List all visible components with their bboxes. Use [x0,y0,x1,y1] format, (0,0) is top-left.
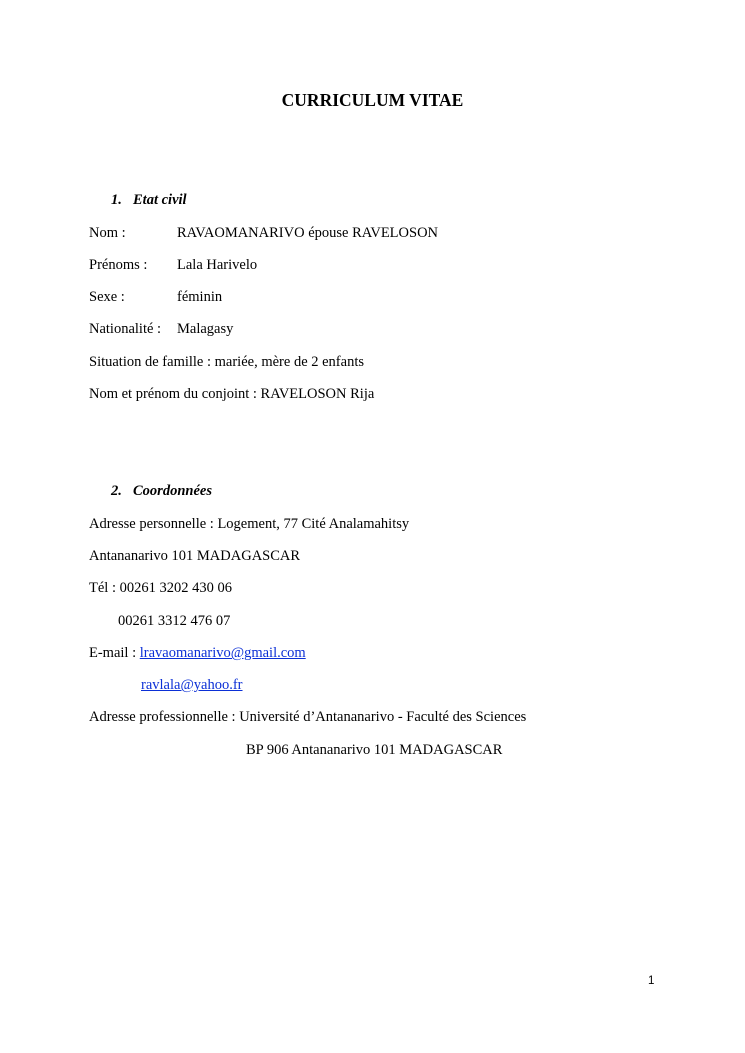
section-heading-etat-civil [111,192,187,209]
sexe-value: féminin [177,289,223,305]
section-number: 1. [111,192,122,208]
telephone-1: Tél : 00261 3202 430 06 [89,580,232,596]
sexe-label: Sexe : [89,289,125,305]
ville-pays: Antananarivo 101 MADAGASCAR [89,548,301,564]
nationalite-label: Nationalité : [89,321,162,337]
situation-famille: Situation de famille : mariée, mère de 2 enfants [89,354,364,370]
section-heading-coordonnees [111,483,212,500]
nom-value: RAVAOMANARIVO épouse RAVELOSON [177,225,439,241]
email-line-2 [141,676,243,694]
email-line [89,644,306,662]
telephone-2: 00261 3312 476 07 [118,613,231,629]
prenoms-value: Lala Harivelo [177,257,258,273]
section-number: 2. [111,483,122,499]
conjoint: Nom et prénom du conjoint : RAVELOSON Rija [89,386,375,402]
email-link-1[interactable]: lravaomanarivo@gmail.com [139,645,306,661]
section-title: Coordonnées [133,483,212,499]
adresse-personnelle: Adresse personnelle : Logement, 77 Cité Analamahitsy [89,516,410,532]
email-label: E-mail : [89,645,140,661]
email-link-2[interactable]: ravlala@yahoo.fr [141,677,243,693]
section-title: Etat civil [133,192,187,208]
document-title: CURRICULUM VITAE [281,90,464,110]
prenoms-label: Prénoms : [89,257,148,273]
adresse-professionnelle: Adresse professionnelle : Université d’Antananarivo - Faculté des Sciences [89,709,527,725]
nationalite-value: Malagasy [177,321,234,337]
nom-label: Nom : [89,225,126,241]
page-number: 1 [648,975,655,987]
adresse-professionnelle-bp: BP 906 Antananarivo 101 MADAGASCAR [246,742,503,758]
